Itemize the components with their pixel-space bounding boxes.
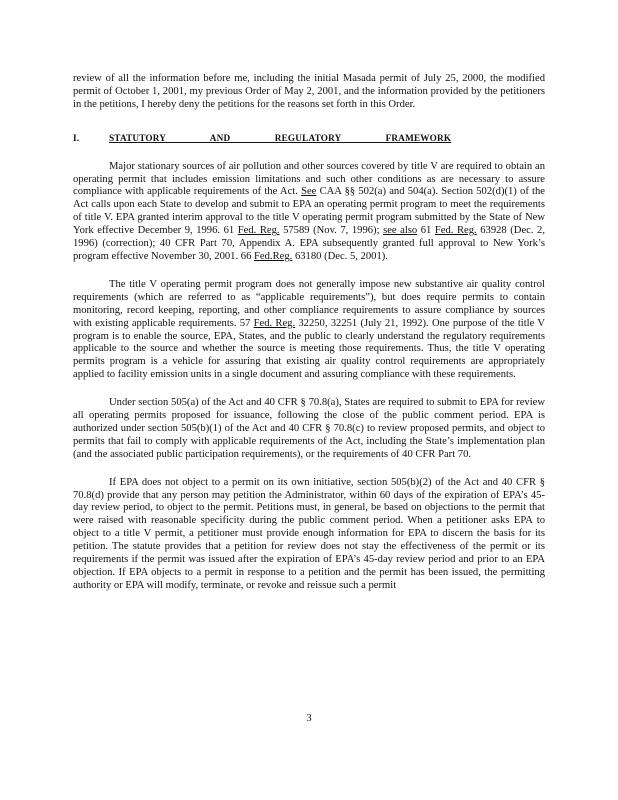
paragraph-statutory-overview [73,161,545,264]
page-body [73,73,545,608]
section-heading [73,132,545,145]
text-run: Major stationary sources of air pollution and other sources covered by title V are required to obtain an operating permit that includes emission limitations and such other conditions as are necessary to assure compliance with applicable requirements of the Act. [73,160,545,198]
citation-fed-reg: Fed. Reg. [434,225,477,237]
citation-fed-reg: Fed.Reg. [254,250,293,262]
page-number: 3 [306,713,312,724]
section-title: STATUTORY AND REGULATORY FRAMEWORK [109,132,452,143]
text-run: 57589 (Nov. 7, 1996); [279,225,384,237]
text-run: 63180 (Dec. 5, 2001). [292,250,388,262]
citation-fed-reg: Fed. Reg. [237,225,280,237]
text-run: The title V operating permit program does not generally impose new substantive air quality control requirements (which are referred to as “applicable requirements”), but does require permits to contain monitoring, record keeping, reporting, and other compliance requirements to assure compliance by sources with existing applicable requirements. 57 [73,278,545,329]
text-run: 61 [417,225,435,237]
citation-fed-reg: Fed. Reg. [253,317,296,329]
paragraph-petition-process: If EPA does not object to a permit on its own initiative, section 505(b)(2) of the Act and 40 CFR § 70.8(d) provide that any person may petition the Administrator, within 60 days of the expiration of EPA’s 45-day review period, to object to the permit. Petitions must, in general, be based on objections to the permit that were raised with reasonable specificity during the public comment period. When a petitioner asks EPA to object to a title V permit, a petitioner must provide enough information for EPA to discern the basis for its petition. The statute provides that a petition for review does not stay the effectiveness of the permit or its requirements if the permit was issued after the expiration of EPA’s 45-day review period and prior to an EPA objection. If EPA objects to a permit in response to a petition and the permit has been issued, the permitting authority or EPA will modify, terminate, or revoke and reissue such a permit [73,476,545,591]
text-run: CAA §§ 502(a) and 504(a). Section 502(d)(1) of the Act calls upon each State to develop and submit to EPA an operating permit program to meet the requirements of title V. EPA granted interim approval to the title V operating permit program submitted by the State of New York effective December 9, 1996. 61 [73,186,546,237]
citation-see-also: see also [383,225,418,237]
citation-see: See [301,186,317,198]
section-number: I. [73,132,80,143]
paragraph-epa-review: Under section 505(a) of the Act and 40 CFR § 70.8(a), States are required to submit to EPA for review all operating permits proposed for issuance, following the close of the public comment period. EPA is authorized under section 505(b)(1) of the Act and 40 CFR § 70.8(c) to review proposed permits, and object to permits that fail to comply with applicable requirements of the Act, including the State’s implementation plan (and the associated public participation requirements), or the requirements of 40 CFR Part 70. [73,397,545,460]
text-run: 63928 (Dec. 2, 1996) (correction); 40 CFR Part 70, Appendix A. EPA subsequently granted full approval to New York’s program effective November 30, 2001. 66 [73,225,545,262]
intro-paragraph: review of all the information before me, including the initial Masada permit of July 25, 2000, the modified permit of October 1, 2001, my previous Order of May 2, 2001, and the information provided by the petitioners in the petitions, I hereby deny the petitions for the reasons set forth in this Order. [73,73,545,110]
text-run: 32250, 32251 (July 21, 1992). One purpose of the title V program is to enable the source, EPA, States, and the public to clearly understand the regulatory requirements applicable to the source and whether the source is meeting those requirements. Thus, the title V operating permits program is a vehicle for assuring that existing air quality control requirements are appropriately applied to facility emission units in a single document and assuring compliance with these requirements. [73,317,545,381]
paragraph-title-v-purpose [73,279,545,382]
